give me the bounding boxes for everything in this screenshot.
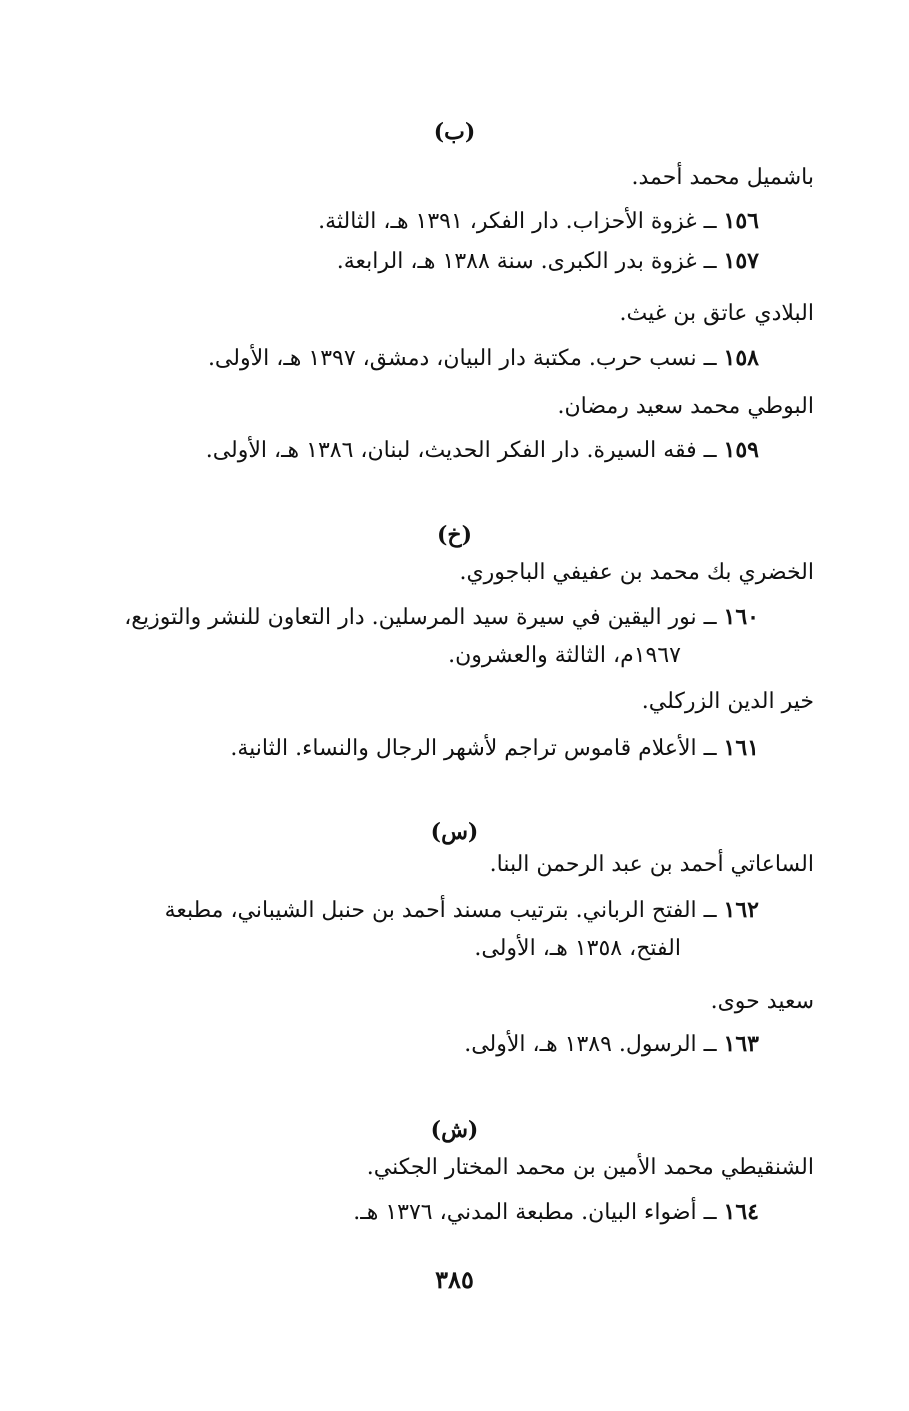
entry-163	[464, 1024, 759, 1064]
entry-number: ١٦١	[723, 735, 759, 761]
entry-159	[206, 430, 759, 470]
author-shinqiti: الشنقيطي محمد الأمين بن محمد المختار الجكني.	[366, 1155, 814, 1180]
entry-number: ١٦٢	[723, 897, 759, 923]
entry-number: ١٥٧	[723, 248, 759, 274]
section-heading-seen: (س)	[430, 819, 479, 845]
section-heading-sheen: (ش)	[430, 1117, 479, 1143]
entry-number: ١٥٦	[723, 208, 759, 234]
author-said-hawwa: سعيد حوى.	[710, 989, 814, 1014]
entry-text: ــ نسب حرب. مكتبة دار البيان، دمشق، ١٣٩٧ هـ، الأولى.	[207, 346, 717, 371]
section-heading-ba: (ب)	[433, 119, 476, 145]
entry-160	[124, 597, 759, 637]
author-saati: الساعاتي أحمد بن عبد الرحمن البنا.	[489, 852, 814, 877]
author-biladi: البلادي عاتق بن غيث.	[619, 301, 814, 326]
entry-162-continuation: الفتح، ١٣٥٨ هـ، الأولى.	[474, 936, 681, 961]
author-khudari: الخضري بك محمد بن عفيفي الباجوري.	[459, 560, 814, 585]
entry-number: ١٥٨	[723, 345, 759, 371]
entry-text: ــ أضواء البيان. مطبعة المدني، ١٣٧٦ هـ.	[353, 1200, 717, 1225]
entry-text: ــ الرسول. ١٣٨٩ هـ، الأولى.	[464, 1032, 717, 1057]
author-bouti: البوطي محمد سعيد رمضان.	[557, 394, 814, 419]
entry-text: ــ غزوة الأحزاب. دار الفكر، ١٣٩١ هـ، الثالثة.	[318, 209, 717, 234]
entry-text: ــ الأعلام قاموس تراجم لأشهر الرجال والنساء. الثانية.	[230, 736, 717, 761]
entry-number: ١٦٣	[723, 1031, 759, 1057]
entry-text: ــ فقه السيرة. دار الفكر الحديث، لبنان، ١٣٨٦ هـ، الأولى.	[205, 438, 717, 463]
entry-161	[230, 728, 759, 768]
entry-157	[337, 241, 759, 281]
entry-158	[208, 338, 759, 378]
section-heading-kha: (خ)	[436, 522, 473, 548]
entry-156	[318, 201, 759, 241]
entry-text: ــ غزوة بدر الكبرى. سنة ١٣٨٨ هـ، الرابعة.	[336, 249, 717, 274]
entry-number: ١٥٩	[723, 437, 759, 463]
entry-160-continuation: ١٩٦٧م، الثالثة والعشرون.	[448, 643, 681, 668]
entry-number: ١٦٤	[723, 1199, 759, 1225]
entry-164	[353, 1192, 759, 1232]
page-number: ٣٨٥	[435, 1265, 474, 1294]
entry-number: ١٦٠	[723, 604, 759, 630]
author-bashmeel: باشميل محمد أحمد.	[631, 165, 814, 190]
entry-text: ــ نور اليقين في سيرة سيد المرسلين. دار التعاون للنشر والتوزيع،	[124, 605, 717, 630]
author-zirikli: خير الدين الزركلي.	[641, 689, 814, 714]
entry-text: ــ الفتح الرباني. بترتيب مسند أحمد بن حنبل الشيباني، مطبعة	[164, 898, 717, 923]
entry-162	[165, 890, 759, 930]
